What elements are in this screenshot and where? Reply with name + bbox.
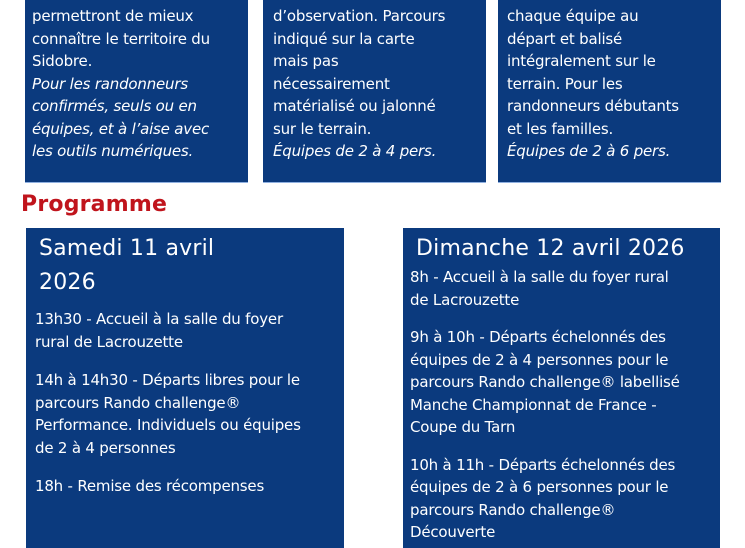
day-title (35, 232, 344, 300)
card-line: randonneurs débutants (507, 97, 679, 115)
event-list (410, 266, 720, 544)
card-line: les outils numériques. (32, 142, 194, 160)
card-line: et les familles. (507, 119, 614, 138)
card-line: confirmés, seuls ou en (32, 97, 197, 115)
event-line: rural de Lacrouzette (35, 332, 183, 351)
card-line: d’observation. Parcours (273, 7, 446, 25)
day-title (410, 232, 720, 266)
card-line: équipes, et à l’aise avec (32, 119, 210, 138)
info-card-text (32, 5, 248, 163)
day-title-line: Samedi 11 avril (39, 236, 215, 261)
info-card-connected (25, 0, 248, 182)
event-line: 13h30 - Accueil à la salle du foyer (35, 310, 283, 328)
day-title-line: Dimanche 12 avril 2026 (416, 236, 685, 261)
event-item (35, 369, 344, 459)
day-card-saturday (26, 228, 344, 548)
info-card-text (273, 5, 486, 163)
card-line: Sidobre. (32, 52, 93, 70)
card-line: Équipes de 2 à 4 pers. (273, 142, 437, 160)
day-card-sunday (403, 228, 720, 548)
card-line: sur le terrain. (273, 119, 372, 138)
event-item (35, 308, 344, 353)
card-line: indiqué sur la carte (273, 29, 415, 48)
card-line: intégralement sur le (507, 52, 656, 70)
card-line: terrain. Pour les (507, 74, 623, 93)
event-item (410, 266, 720, 311)
card-line: chaque équipe au (507, 7, 639, 25)
event-line: Coupe du Tarn (410, 418, 516, 436)
event-line: parcours Rando challenge® (35, 393, 241, 412)
card-line: permettront de mieux (32, 7, 194, 25)
day-title-line: 2026 (39, 270, 96, 295)
event-item (410, 326, 720, 439)
event-line: équipes de 2 à 6 personnes pour le (410, 478, 669, 496)
programme-heading: Programme (21, 192, 168, 217)
event-line: parcours Rando challenge® (410, 500, 616, 519)
event-line: 18h - Remise des récompenses (35, 477, 265, 495)
info-card-text (507, 5, 721, 163)
card-line: nécessairement (273, 74, 390, 93)
event-item (410, 454, 720, 544)
event-line: de 2 à 4 personnes (35, 438, 176, 457)
event-line: de Lacrouzette (410, 290, 520, 309)
card-line: départ et balisé (507, 29, 623, 48)
card-line: Équipes de 2 à 6 pers. (507, 142, 671, 160)
info-card-decouverte (498, 0, 721, 182)
info-card-performance (263, 0, 486, 182)
event-line: Découverte (410, 523, 496, 541)
event-line: 9h à 10h - Départs échelonnés des (410, 328, 666, 346)
card-line: mais pas (273, 52, 339, 70)
event-line: parcours Rando challenge® labellisé (410, 373, 680, 391)
event-line: Performance. Individuels ou équipes (35, 416, 301, 434)
event-line: 8h - Accueil à la salle du foyer rural (410, 268, 669, 286)
event-list (35, 300, 344, 498)
event-line: équipes de 2 à 4 personnes pour le (410, 350, 669, 369)
event-line: 14h à 14h30 - Départs libres pour le (35, 371, 300, 389)
card-line: connaître le territoire du (32, 29, 210, 48)
event-item (35, 475, 344, 498)
card-line: matérialisé ou jalonné (273, 97, 436, 115)
card-line: Pour les randonneurs (32, 74, 188, 93)
event-line: Manche Championnat de France - (410, 395, 657, 414)
event-line: 10h à 11h - Départs échelonnés des (410, 455, 676, 474)
